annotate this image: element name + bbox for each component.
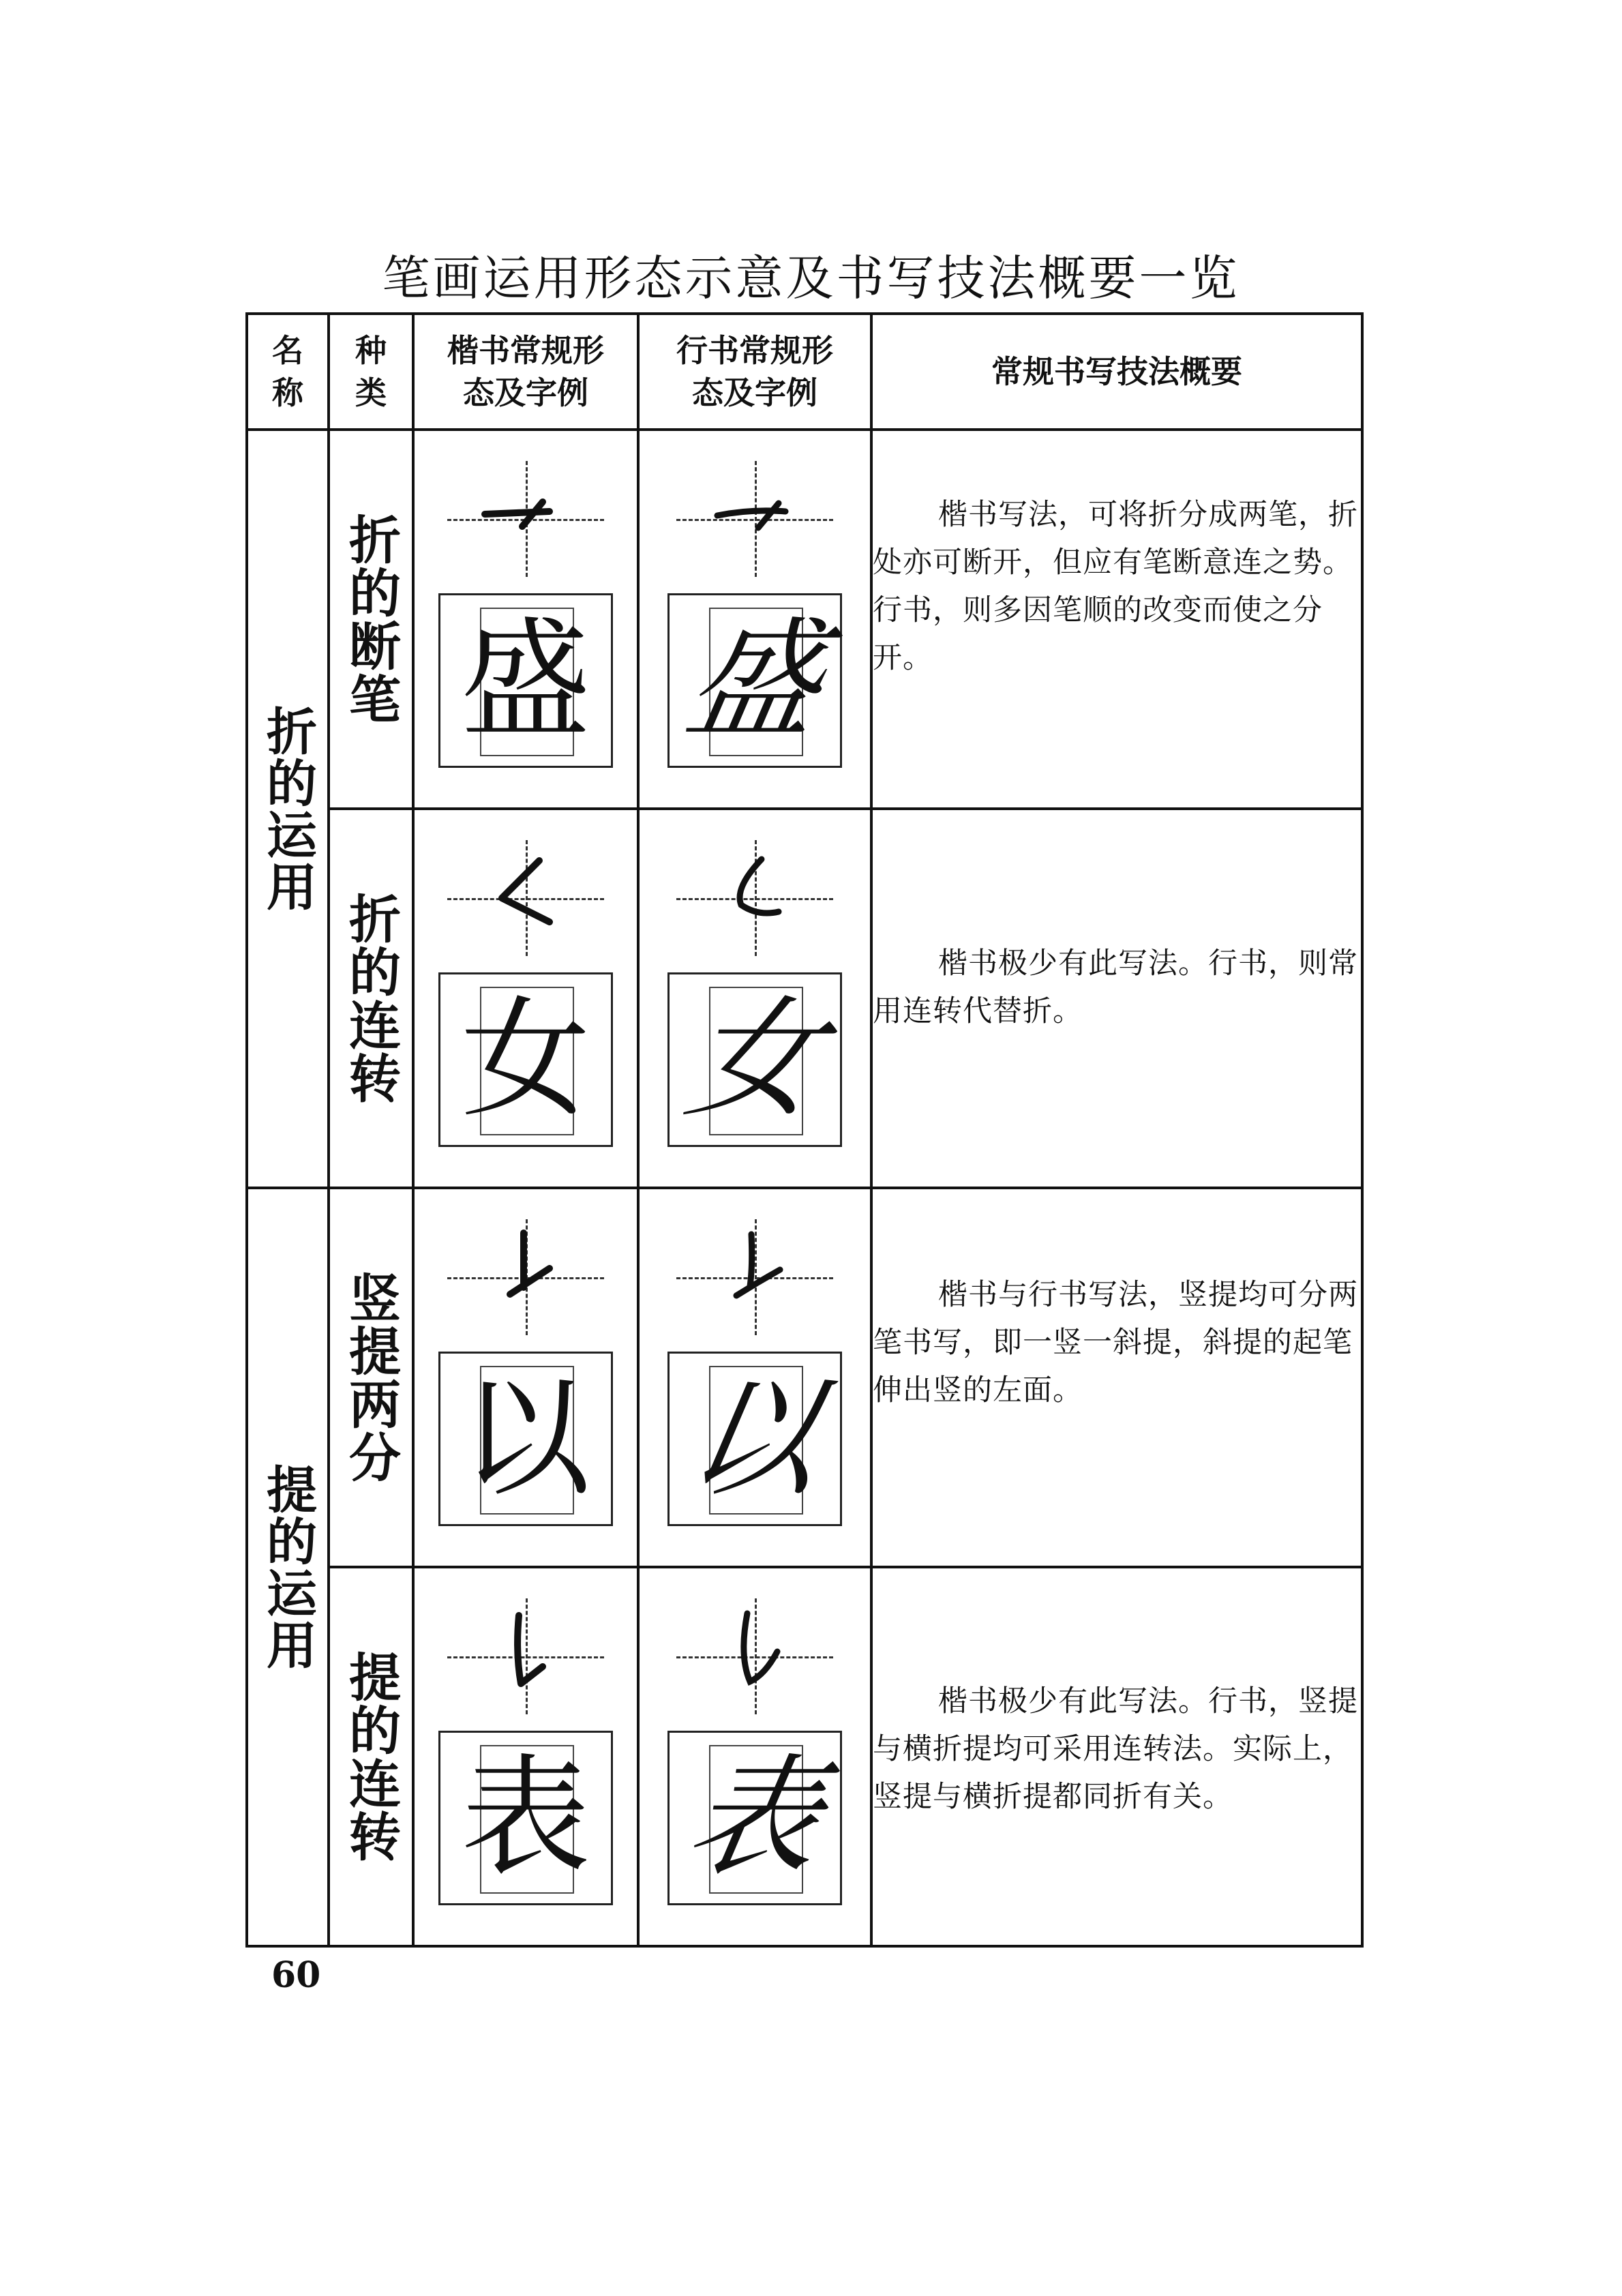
kind-label: 折的连转 bbox=[340, 892, 402, 1105]
table-row bbox=[247, 430, 1362, 809]
header-xing: 行书常规形态及字例 bbox=[638, 314, 871, 430]
table-row bbox=[247, 1567, 1362, 1946]
kai-demo-cell bbox=[413, 430, 638, 809]
page-title: 笔画运用形态示意及书写技法概要一览 bbox=[382, 250, 1240, 306]
page-number: 60 bbox=[271, 1954, 321, 1996]
xing-example-box bbox=[667, 593, 842, 768]
header-technique: 常规书写技法概要 bbox=[871, 314, 1362, 430]
kai-example-box bbox=[438, 1731, 613, 1905]
technique-cell bbox=[871, 1567, 1362, 1946]
technique-text: 楷书与行书写法，竖提均可分两笔书写，即一竖一斜提，斜提的起笔伸出竖的左面。 bbox=[873, 1278, 1358, 1407]
xing-example-box bbox=[667, 972, 842, 1147]
table-header-row bbox=[247, 314, 1362, 430]
xing-example-char: 盛 bbox=[676, 605, 833, 756]
header-kai: 楷书常规形态及字例 bbox=[413, 314, 638, 430]
stroke-diagram-icon bbox=[676, 1598, 833, 1714]
kai-example-char: 女 bbox=[460, 984, 590, 1135]
stroke-summary-table bbox=[245, 312, 1364, 1948]
kind-cell bbox=[329, 1188, 413, 1567]
kai-demo-cell bbox=[413, 1567, 638, 1946]
kind-label: 竖提两分 bbox=[340, 1271, 402, 1484]
category-cell bbox=[247, 1188, 329, 1946]
kai-demo-cell bbox=[413, 1188, 638, 1567]
stroke-diagram-icon bbox=[676, 461, 833, 577]
technique-cell bbox=[871, 430, 1362, 809]
technique-cell bbox=[871, 1188, 1362, 1567]
xing-example-char: 表 bbox=[676, 1742, 833, 1893]
technique-text: 楷书写法，可将折分成两笔，折处亦可断开，但应有笔断意连之势。行书，则多因笔顺的改变而使之分开。 bbox=[873, 498, 1358, 675]
kai-example-box bbox=[438, 1352, 613, 1526]
technique-text: 楷书极少有此写法。行书，则常用连转代替折。 bbox=[873, 946, 1358, 1028]
xing-demo-cell bbox=[638, 1188, 871, 1567]
table-row bbox=[247, 809, 1362, 1188]
xing-example-char: 女 bbox=[676, 984, 833, 1135]
kai-example-box bbox=[438, 972, 613, 1147]
kind-cell bbox=[329, 430, 413, 809]
stroke-diagram-icon bbox=[676, 1219, 833, 1335]
kai-example-char: 以 bbox=[460, 1363, 590, 1514]
xing-demo-cell bbox=[638, 430, 871, 809]
xing-example-char: 以 bbox=[676, 1363, 833, 1514]
stroke-diagram-icon bbox=[447, 1598, 604, 1714]
xing-demo-cell bbox=[638, 1567, 871, 1946]
stroke-diagram-icon bbox=[447, 1219, 604, 1335]
xing-example-box bbox=[667, 1352, 842, 1526]
xing-demo-cell bbox=[638, 809, 871, 1188]
category-label: 折的运用 bbox=[258, 705, 317, 912]
technique-cell bbox=[871, 809, 1362, 1188]
kind-cell bbox=[329, 1567, 413, 1946]
header-name: 名称 bbox=[247, 314, 329, 430]
category-cell bbox=[247, 430, 329, 1188]
stroke-diagram-icon bbox=[676, 840, 833, 956]
stroke-diagram-icon bbox=[447, 461, 604, 577]
table-row bbox=[247, 1188, 1362, 1567]
kind-label: 折的断笔 bbox=[340, 513, 402, 726]
kind-cell bbox=[329, 809, 413, 1188]
kind-label: 提的连转 bbox=[340, 1650, 402, 1863]
xing-example-box bbox=[667, 1731, 842, 1905]
stroke-diagram-icon bbox=[447, 840, 604, 956]
kai-example-box bbox=[438, 593, 613, 768]
technique-text: 楷书极少有此写法。行书，竖提与横折提均可采用连转法。实际上，竖提与横折提都同折有关。 bbox=[873, 1684, 1358, 1814]
kai-demo-cell bbox=[413, 809, 638, 1188]
category-label: 提的运用 bbox=[258, 1463, 317, 1671]
header-kind: 种类 bbox=[329, 314, 413, 430]
kai-example-char: 盛 bbox=[460, 605, 590, 756]
kai-example-char: 表 bbox=[460, 1742, 590, 1893]
